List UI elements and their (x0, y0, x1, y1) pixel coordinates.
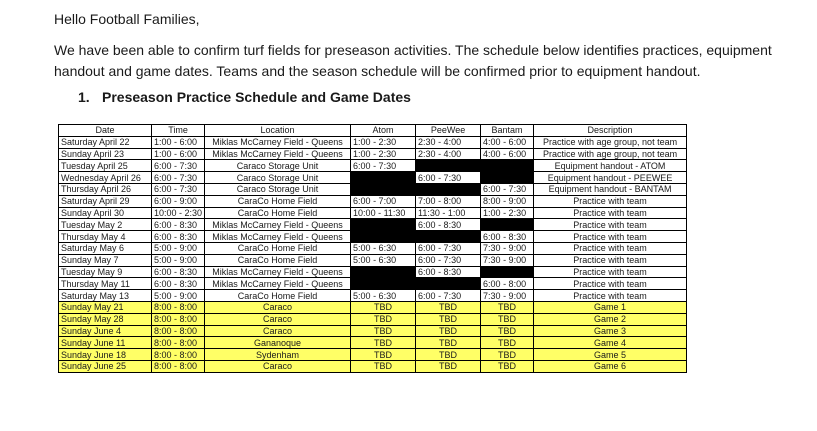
cell-date: Saturday May 6 (59, 242, 152, 254)
table-row (59, 183, 687, 195)
cell-time: 6:00 - 8:30 (152, 278, 205, 290)
cell-location: Miklas McCarney Field - Queens (205, 266, 351, 278)
cell-bantam: 6:00 - 8:00 (481, 278, 534, 290)
cell-atom: 10:00 - 11:30 (351, 207, 416, 219)
cell-description: Practice with team (534, 207, 687, 219)
cell-bantam: 1:00 - 2:30 (481, 207, 534, 219)
cell-time: 5:00 - 9:00 (152, 290, 205, 302)
cell-atom: 5:00 - 6:30 (351, 290, 416, 302)
schedule-table (58, 124, 687, 373)
cell-date: Saturday April 22 (59, 136, 152, 148)
cell-atom (351, 278, 416, 290)
cell-description: Practice with team (534, 219, 687, 231)
cell-time: 1:00 - 6:00 (152, 148, 205, 160)
cell-atom: TBD (351, 301, 416, 313)
cell-description: Game 4 (534, 337, 687, 349)
cell-peewee: 6:00 - 7:30 (416, 242, 481, 254)
cell-description: Practice with team (534, 254, 687, 266)
cell-date: Saturday May 13 (59, 290, 152, 302)
cell-atom: TBD (351, 325, 416, 337)
table-row (59, 231, 687, 243)
cell-peewee: 6:00 - 7:30 (416, 290, 481, 302)
table-row (59, 325, 687, 337)
cell-time: 6:00 - 8:30 (152, 266, 205, 278)
cell-bantam: TBD (481, 349, 534, 361)
cell-peewee: TBD (416, 301, 481, 313)
cell-description: Game 5 (534, 349, 687, 361)
cell-time: 8:00 - 8:00 (152, 360, 205, 372)
cell-time: 6:00 - 9:00 (152, 195, 205, 207)
cell-location: CaraCo Home Field (205, 290, 351, 302)
cell-location: Miklas McCarney Field - Queens (205, 278, 351, 290)
table-row (59, 301, 687, 313)
cell-bantam (481, 266, 534, 278)
cell-location: CaraCo Home Field (205, 195, 351, 207)
cell-bantam: TBD (481, 313, 534, 325)
table-row (59, 278, 687, 290)
header-time: Time (152, 125, 205, 137)
cell-peewee: TBD (416, 360, 481, 372)
table-row (59, 337, 687, 349)
cell-peewee: 6:00 - 7:30 (416, 172, 481, 184)
header-date: Date (59, 125, 152, 137)
cell-bantam: 7:30 - 9:00 (481, 254, 534, 266)
cell-bantam: TBD (481, 325, 534, 337)
cell-date: Sunday May 21 (59, 301, 152, 313)
cell-date: Tuesday May 9 (59, 266, 152, 278)
cell-peewee: 2:30 - 4:00 (416, 136, 481, 148)
cell-bantam (481, 219, 534, 231)
cell-atom: TBD (351, 313, 416, 325)
cell-description: Practice with age group, not team (534, 148, 687, 160)
cell-bantam (481, 172, 534, 184)
cell-time: 5:00 - 9:00 (152, 254, 205, 266)
cell-time: 5:00 - 9:00 (152, 242, 205, 254)
header-atom: Atom (351, 125, 416, 137)
cell-time: 6:00 - 8:30 (152, 219, 205, 231)
cell-location: CaraCo Home Field (205, 254, 351, 266)
table-row (59, 195, 687, 207)
cell-bantam: 7:30 - 9:00 (481, 290, 534, 302)
cell-peewee: 6:00 - 7:30 (416, 254, 481, 266)
cell-date: Sunday April 23 (59, 148, 152, 160)
cell-time: 6:00 - 8:30 (152, 231, 205, 243)
cell-date: Sunday April 30 (59, 207, 152, 219)
cell-bantam: TBD (481, 301, 534, 313)
cell-location: Gananoque (205, 337, 351, 349)
cell-date: Tuesday May 2 (59, 219, 152, 231)
cell-bantam: 4:00 - 6:00 (481, 136, 534, 148)
cell-atom: TBD (351, 360, 416, 372)
cell-date: Thursday May 4 (59, 231, 152, 243)
cell-peewee (416, 278, 481, 290)
cell-location: Caraco Storage Unit (205, 160, 351, 172)
cell-description: Practice with age group, not team (534, 136, 687, 148)
cell-peewee: TBD (416, 337, 481, 349)
table-row (59, 160, 687, 172)
table-row (59, 219, 687, 231)
cell-atom: 1:00 - 2:30 (351, 148, 416, 160)
cell-date: Thursday May 11 (59, 278, 152, 290)
greeting: Hello Football Families, (54, 11, 200, 27)
cell-description: Game 3 (534, 325, 687, 337)
cell-description: Equipment handout - PEEWEE (534, 172, 687, 184)
cell-peewee: TBD (416, 325, 481, 337)
cell-location: Caraco (205, 360, 351, 372)
cell-location: Caraco (205, 325, 351, 337)
cell-location: Miklas McCarney Field - Queens (205, 136, 351, 148)
table-row (59, 207, 687, 219)
cell-location: Miklas McCarney Field - Queens (205, 231, 351, 243)
table-row (59, 136, 687, 148)
header-location: Location (205, 125, 351, 137)
header-description: Description (534, 125, 687, 137)
cell-peewee (416, 183, 481, 195)
cell-time: 1:00 - 6:00 (152, 136, 205, 148)
cell-date: Thursday April 26 (59, 183, 152, 195)
cell-atom: 5:00 - 6:30 (351, 242, 416, 254)
cell-atom (351, 231, 416, 243)
cell-time: 8:00 - 8:00 (152, 313, 205, 325)
cell-peewee: 6:00 - 8:30 (416, 266, 481, 278)
table-row (59, 313, 687, 325)
cell-location: Miklas McCarney Field - Queens (205, 219, 351, 231)
table-row (59, 148, 687, 160)
cell-atom: 6:00 - 7:00 (351, 195, 416, 207)
cell-location: Caraco Storage Unit (205, 183, 351, 195)
cell-peewee (416, 231, 481, 243)
cell-time: 6:00 - 7:30 (152, 160, 205, 172)
cell-description: Game 1 (534, 301, 687, 313)
cell-location: CaraCo Home Field (205, 242, 351, 254)
cell-atom: 6:00 - 7:30 (351, 160, 416, 172)
header-bantam: Bantam (481, 125, 534, 137)
cell-date: Sunday June 25 (59, 360, 152, 372)
cell-location: CaraCo Home Field (205, 207, 351, 219)
cell-description: Practice with team (534, 195, 687, 207)
cell-atom: TBD (351, 337, 416, 349)
cell-peewee: 11:30 - 1:00 (416, 207, 481, 219)
cell-time: 8:00 - 8:00 (152, 337, 205, 349)
cell-time: 8:00 - 8:00 (152, 301, 205, 313)
cell-time: 10:00 - 2:30 (152, 207, 205, 219)
cell-date: Saturday April 29 (59, 195, 152, 207)
cell-time: 6:00 - 7:30 (152, 172, 205, 184)
cell-atom: 5:00 - 6:30 (351, 254, 416, 266)
cell-bantam: 6:00 - 8:30 (481, 231, 534, 243)
cell-date: Sunday June 4 (59, 325, 152, 337)
cell-date: Wednesday April 26 (59, 172, 152, 184)
cell-bantam (481, 160, 534, 172)
table-row (59, 266, 687, 278)
table-row (59, 290, 687, 302)
cell-location: Caraco (205, 313, 351, 325)
cell-time: 8:00 - 8:00 (152, 349, 205, 361)
cell-description: Practice with team (534, 290, 687, 302)
cell-atom (351, 183, 416, 195)
table-row (59, 172, 687, 184)
cell-peewee: TBD (416, 349, 481, 361)
cell-description: Game 2 (534, 313, 687, 325)
cell-time: 8:00 - 8:00 (152, 325, 205, 337)
cell-bantam: 6:00 - 7:30 (481, 183, 534, 195)
cell-location: Sydenham (205, 349, 351, 361)
header-row (59, 125, 687, 137)
cell-date: Sunday June 18 (59, 349, 152, 361)
cell-location: Miklas McCarney Field - Queens (205, 148, 351, 160)
cell-atom: TBD (351, 349, 416, 361)
cell-date: Sunday May 7 (59, 254, 152, 266)
cell-bantam: TBD (481, 360, 534, 372)
cell-description: Equipment handout - BANTAM (534, 183, 687, 195)
cell-bantam: 7:30 - 9:00 (481, 242, 534, 254)
section-title: Preseason Practice Schedule and Game Dates (102, 89, 411, 105)
table-row (59, 349, 687, 361)
cell-description: Practice with team (534, 266, 687, 278)
cell-peewee: 7:00 - 8:00 (416, 195, 481, 207)
cell-bantam: 4:00 - 6:00 (481, 148, 534, 160)
section-heading (78, 89, 411, 105)
cell-description: Equipment handout - ATOM (534, 160, 687, 172)
cell-time: 6:00 - 7:30 (152, 183, 205, 195)
cell-date: Sunday May 28 (59, 313, 152, 325)
cell-peewee (416, 160, 481, 172)
cell-description: Practice with team (534, 231, 687, 243)
cell-description: Practice with team (534, 242, 687, 254)
cell-peewee: TBD (416, 313, 481, 325)
cell-bantam: TBD (481, 337, 534, 349)
cell-date: Sunday June 11 (59, 337, 152, 349)
cell-atom: 1:00 - 2:30 (351, 136, 416, 148)
cell-atom (351, 172, 416, 184)
cell-date: Tuesday April 25 (59, 160, 152, 172)
cell-atom (351, 266, 416, 278)
table-row (59, 254, 687, 266)
table-row (59, 242, 687, 254)
cell-location: Caraco Storage Unit (205, 172, 351, 184)
header-peewee: PeeWee (416, 125, 481, 137)
intro-paragraph: We have been able to confirm turf fields for preseason activities. The schedule below identifies practices, equipment handout and game dates. Teams and the season schedule will be confirmed prior to equipment handout. (54, 42, 772, 79)
cell-description: Practice with team (534, 278, 687, 290)
cell-bantam: 8:00 - 9:00 (481, 195, 534, 207)
cell-atom (351, 219, 416, 231)
section-number: 1. (78, 89, 90, 105)
cell-peewee: 2:30 - 4:00 (416, 148, 481, 160)
cell-peewee: 6:00 - 8:30 (416, 219, 481, 231)
cell-description: Game 6 (534, 360, 687, 372)
cell-location: Caraco (205, 301, 351, 313)
table-row (59, 360, 687, 372)
